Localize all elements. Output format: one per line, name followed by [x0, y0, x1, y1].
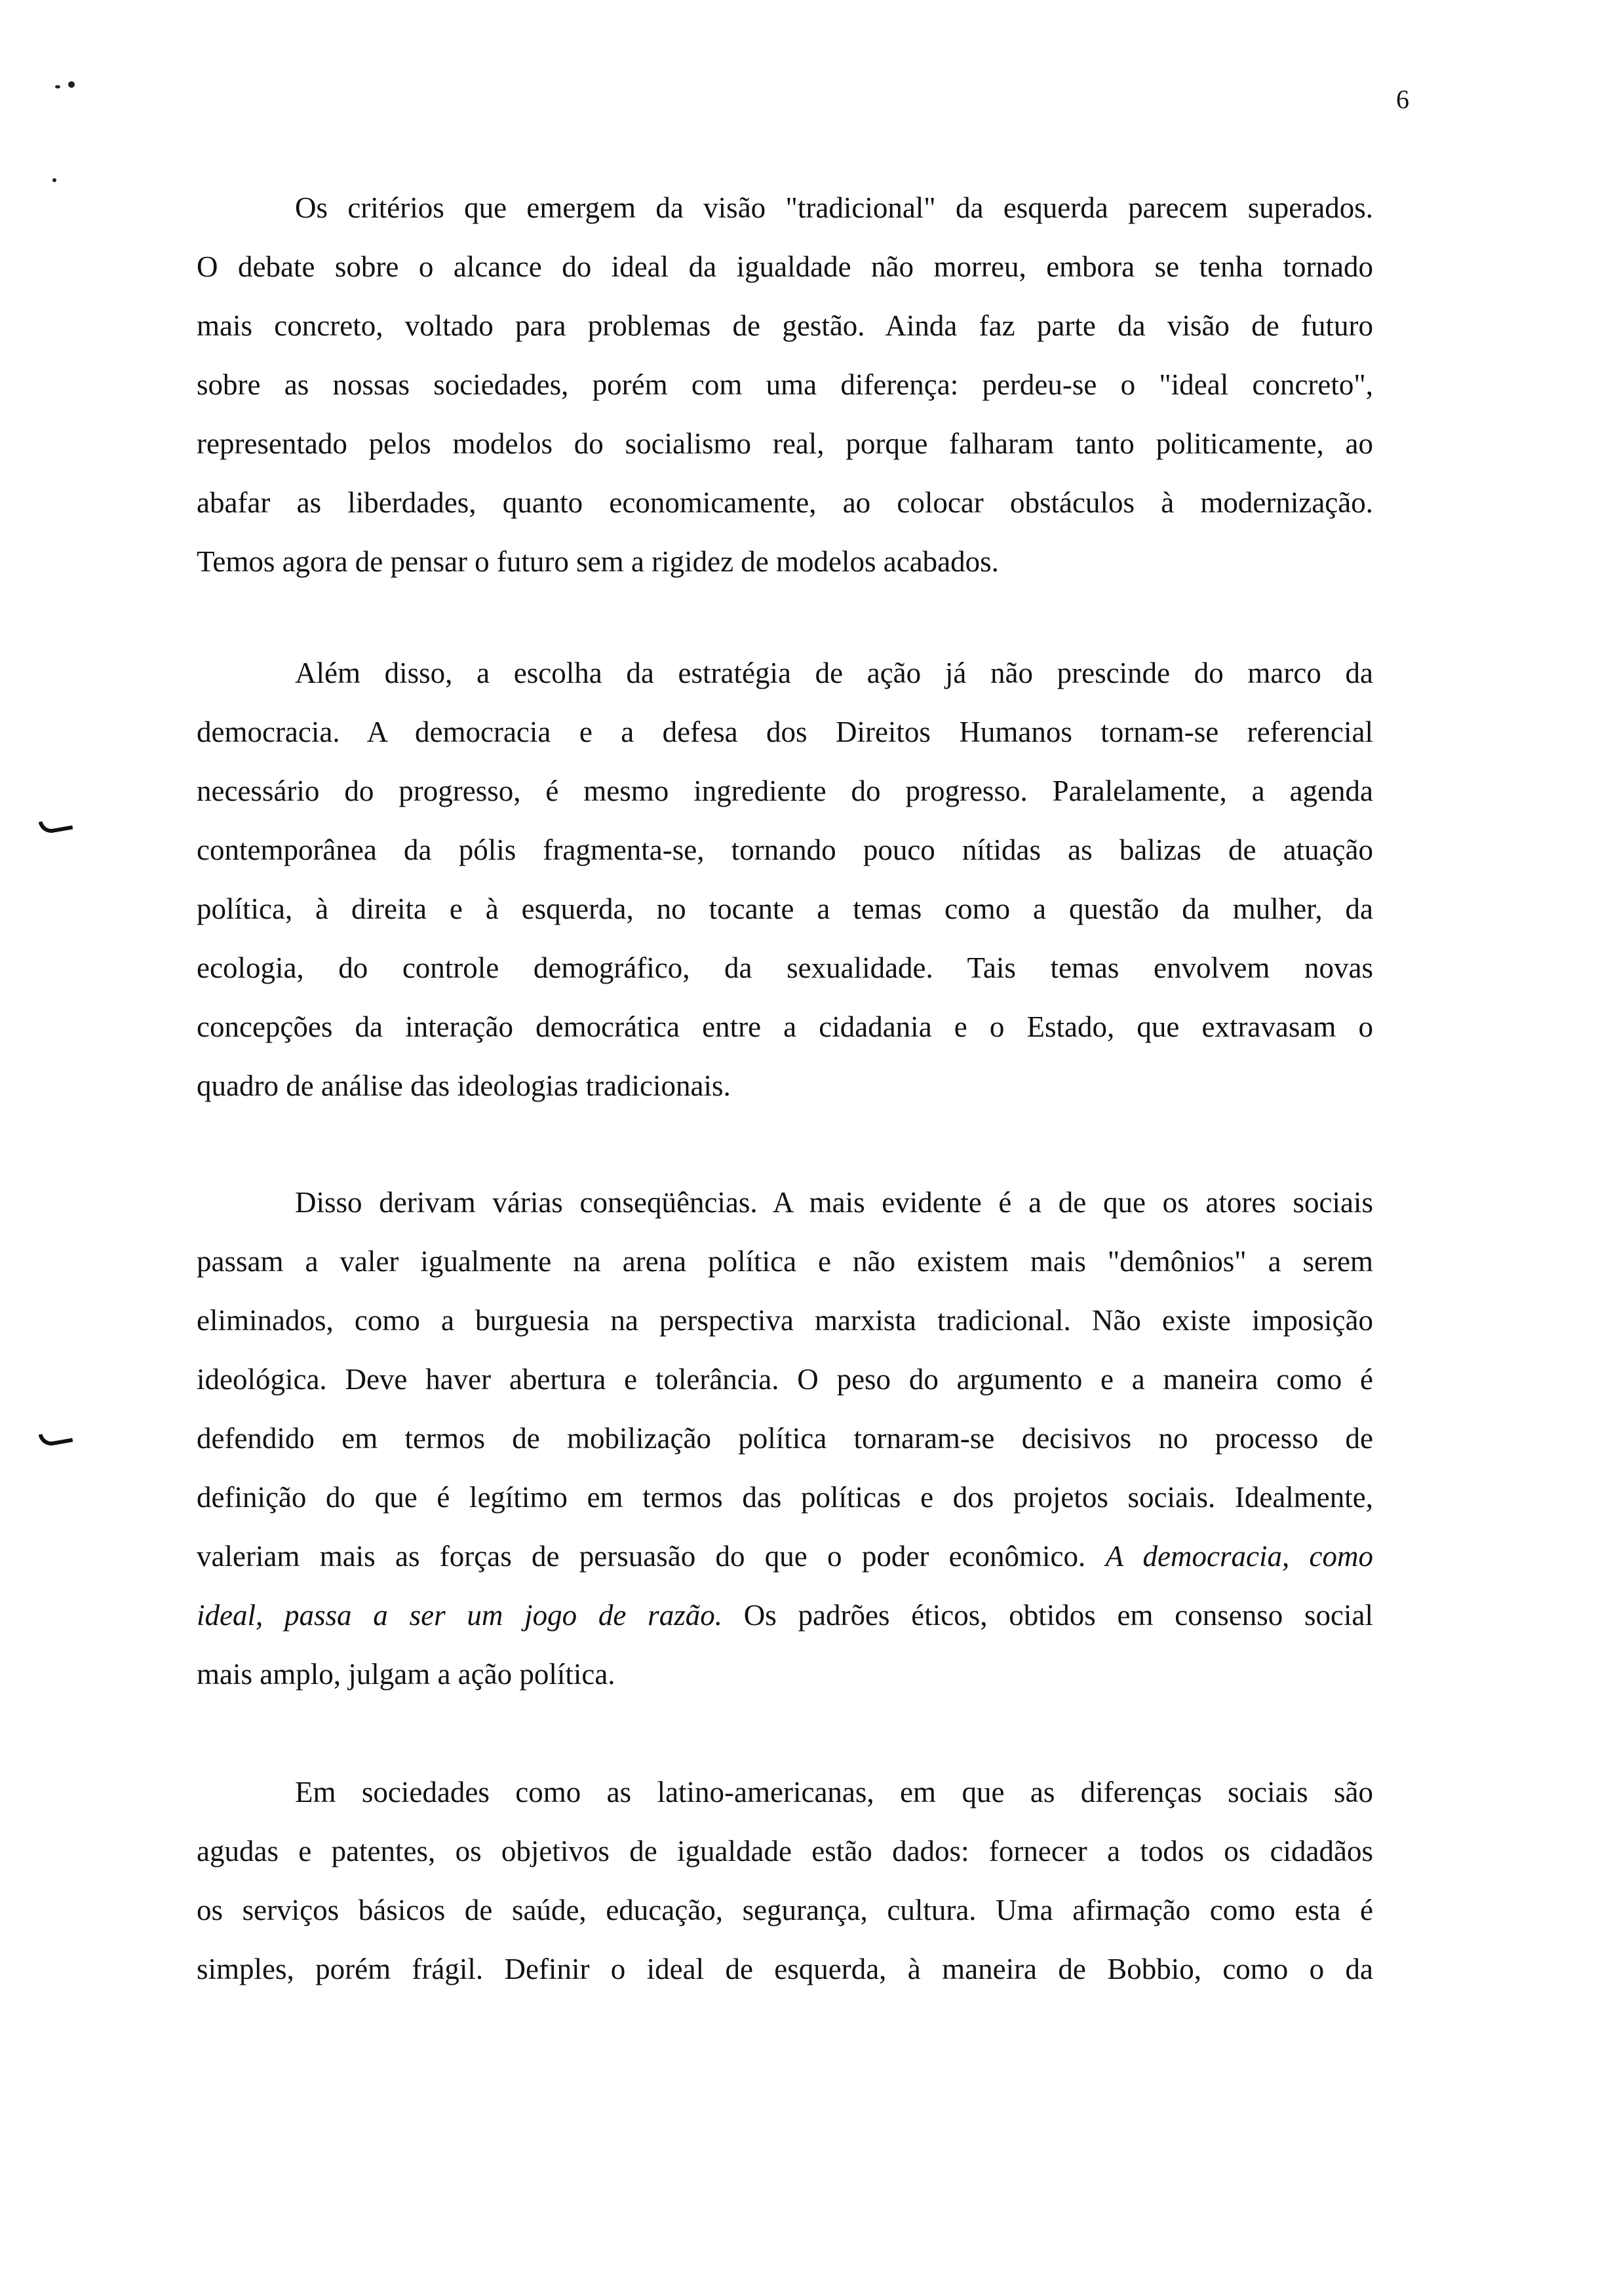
text-line: agudas e patentes, os objetivos de igualdade estão dados: fornecer a todos os cidadãos [197, 1835, 1373, 1867]
text-line: Em sociedades como as latino-americanas, em que as diferenças sociais são [295, 1776, 1373, 1808]
text-line: mais amplo, julgam a ação política. [197, 1658, 615, 1691]
binder-hole-mark [39, 816, 73, 835]
text-line [197, 1586, 1373, 1645]
paragraph-1 [197, 178, 1373, 591]
text-line: mais concreto, voltado para problemas de gestão. Ainda faz parte da visão de futuro [197, 309, 1373, 342]
text-line: Disso derivam várias conseqüências. A mais evidente é a de que os atores sociais [295, 1186, 1373, 1219]
text-line: Os critérios que emergem da visão "tradicional" da esquerda parecem superados. [295, 191, 1373, 224]
text-line: passam a valer igualmente na arena política e não existem mais "demônios" a serem [197, 1245, 1373, 1278]
text-line: contemporânea da pólis fragmenta-se, tornando pouco nítidas as balizas de atuação [197, 833, 1373, 866]
text-segment: valeriam mais as forças de persuasão do que o poder econômico. [197, 1540, 1106, 1573]
text-line: ecologia, do controle demográfico, da sexualidade. Tais temas envolvem novas [197, 951, 1373, 984]
text-line: ideológica. Deve haver abertura e tolerância. O peso do argumento e a maneira como é [197, 1363, 1373, 1396]
paragraph-4 [197, 1763, 1373, 1999]
text-line: quadro de análise das ideologias tradicionais. [197, 1069, 731, 1102]
text-line: democracia. A democracia e a defesa dos Direitos Humanos tornam-se referencial [197, 716, 1373, 748]
paragraph-2 [197, 643, 1373, 1115]
text-line: concepções da interação democrática entre a cidadania e o Estado, que extravasam o [197, 1010, 1373, 1043]
text-line: Além disso, a escolha da estratégia de ação já não prescinde do marco da [295, 657, 1373, 689]
text-segment: Os padrões éticos, obtidos em consenso social [722, 1599, 1374, 1632]
text-line: representado pelos modelos do socialismo real, porque falharam tanto politicamente, ao [197, 427, 1373, 460]
text-line: política, à direita e à esquerda, no tocante a temas como a questão da mulher, da [197, 892, 1373, 925]
text-line: sobre as nossas sociedades, porém com uma diferença: perdeu-se o "ideal concreto", [197, 368, 1373, 401]
text-line: abafar as liberdades, quanto economicamente, ao colocar obstáculos à modernização. [197, 486, 1373, 519]
text-line: os serviços básicos de saúde, educação, segurança, cultura. Uma afirmação como esta é [197, 1894, 1373, 1926]
text-line [197, 1527, 1373, 1586]
text-line: eliminados, como a burguesia na perspectiva marxista tradicional. Não existe imposição [197, 1304, 1373, 1337]
text-line: necessário do progresso, é mesmo ingrediente do progresso. Paralelamente, a agenda [197, 775, 1373, 807]
text-line: definição do que é legítimo em termos das políticas e dos projetos sociais. Idealmente, [197, 1481, 1373, 1514]
text-line: Temos agora de pensar o futuro sem a rigidez de modelos acabados. [197, 545, 999, 578]
italic-segment: A democracia, como [1105, 1540, 1373, 1573]
text-line: O debate sobre o alcance do ideal da igualdade não morreu, embora se tenha tornado [197, 250, 1373, 283]
scan-speck [68, 81, 75, 88]
paragraph-3 [197, 1173, 1373, 1704]
italic-segment: ideal, passa a ser um jogo de razão. [197, 1599, 722, 1632]
scan-speck [52, 178, 56, 182]
text-line: defendido em termos de mobilização política tornaram-se decisivos no processo de [197, 1422, 1373, 1455]
text-line: simples, porém frágil. Definir o ideal de esquerda, à maneira de Bobbio, como o da [197, 1953, 1373, 1985]
scan-speck [55, 85, 60, 88]
binder-hole-mark [39, 1429, 73, 1447]
page-number: 6 [1396, 85, 1409, 114]
